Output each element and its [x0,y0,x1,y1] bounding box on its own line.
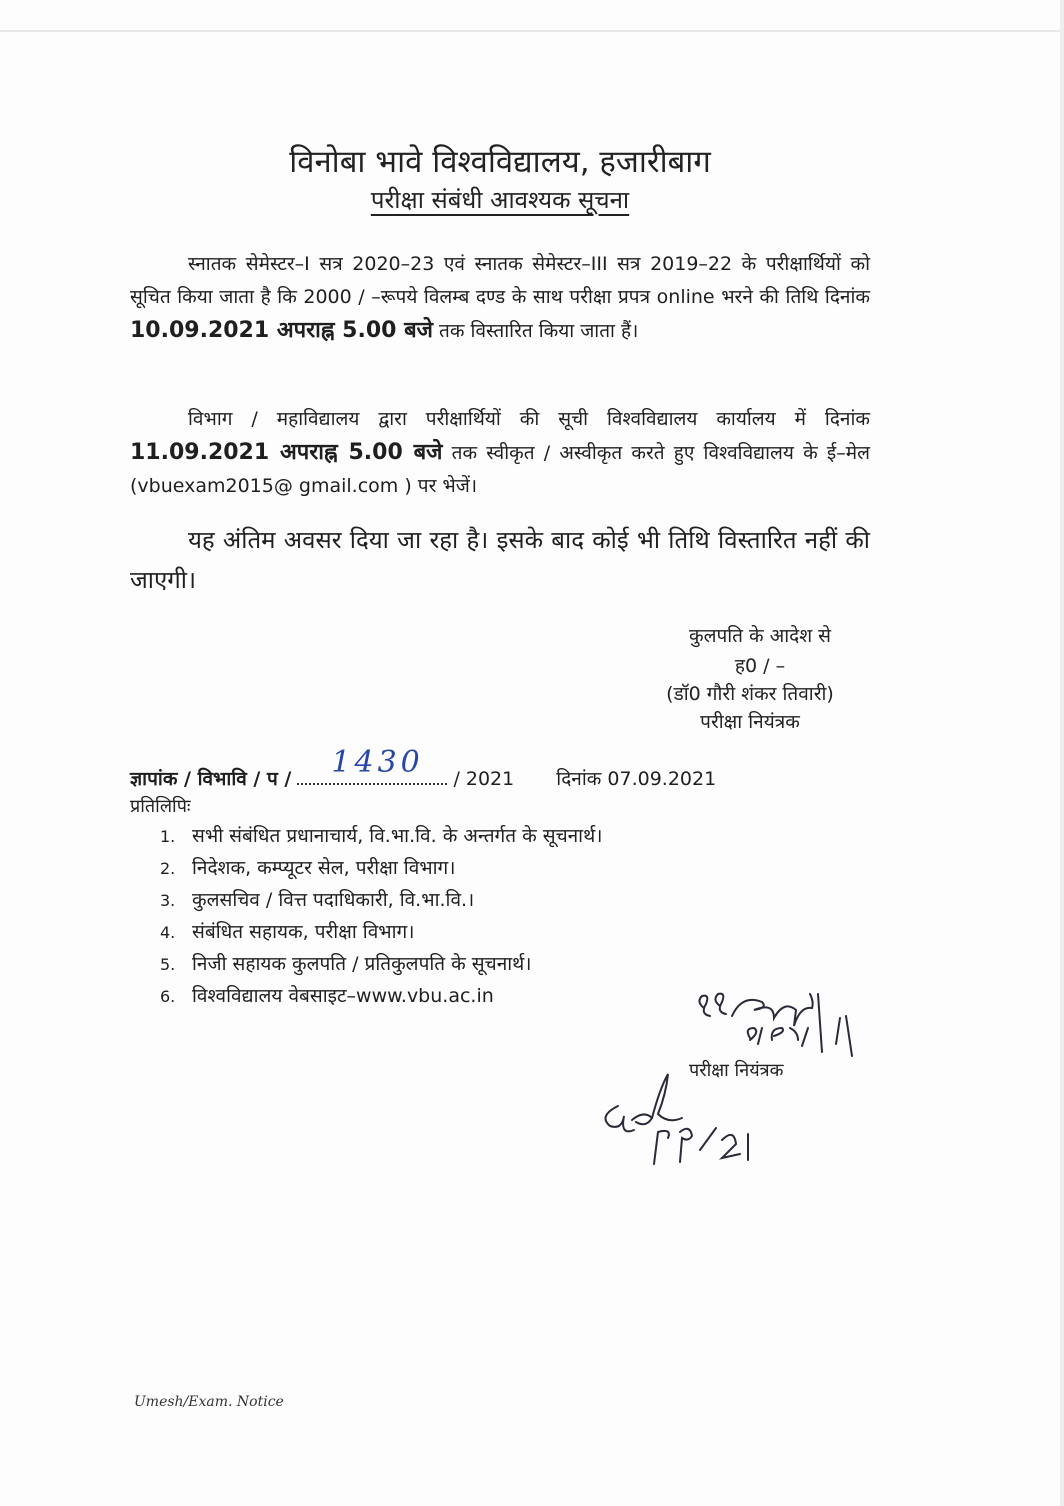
handwritten-signature [690,988,880,1068]
list-item: 3. कुलसचिव / वित्त पदाधिकारी, वि.भा.वि.। [160,889,475,911]
list-item: 4. संबंधित सहायक, परीक्षा विभाग। [160,921,415,943]
list-item: 2. निदेशक, कम्प्यूटर सेल, परीक्षा विभाग। [160,857,456,879]
signature-line-order: कुलपति के आदेश से [689,625,831,647]
list-item: 5. निजी सहायक कुलपति / प्रतिकुलपति के सूचनार्थ। [160,953,532,975]
footer-reference: Umesh/Exam. Notice [134,1394,284,1410]
signature-line-signed: ह0 / – [734,655,786,677]
memo-number-handwritten: 1430 [331,745,424,780]
memo-prefix: ज्ञापांक / विभावि / प / [130,768,292,790]
paragraph-extension: स्नातक सेमेस्टर–I सत्र 2020–23 एवं स्नातक सेमेस्टर–III सत्र 2019–22 के परीक्षार्थियों को सूचित किया जाता है कि 2000 / –रूपये विलम्ब दण्ड के साथ परीक्षा प्रपत्र online भरने की तिथि दिनांक 10.09.2021 अपराह्न 5.00 बजे तक विस्तारित किया जाता हैं। [130,253,870,343]
scan-top-edge [0,30,1064,32]
memo-reference [130,745,717,791]
handwritten-initial [588,1070,778,1170]
deadline-2: 11.09.2021 अपराह्न 5.00 बजे [130,440,443,465]
signature-line-designation: परीक्षा नियंत्रक [700,711,800,733]
list-item: 6. विश्वविद्यालय वेबसाइट–www.vbu.ac.in [160,985,494,1007]
university-title: विनोबा भावे विश्वविद्यालय, हजारीबाग [289,144,711,180]
closing-designation: परीक्षा नियंत्रक [689,1060,784,1081]
deadline-1: 10.09.2021 अपराह्न 5.00 बजे [130,318,434,343]
notice-subtitle: परीक्षा संबंधी आवश्यक सूचना [370,186,630,214]
memo-year: / 2021 [453,768,515,790]
copy-heading: प्रतिलिपिः [130,796,191,817]
list-item: 1. सभी संबंधित प्रधानाचार्य, वि.भा.वि. के अन्तर्गत के सूचनार्थ। [160,825,603,847]
signature-line-name: (डॉ0 गौरी शंकर तिवारी) [666,683,834,705]
paragraph-final-notice: यह अंतिम अवसर दिया जा रहा है। इसके बाद कोई भी तिथि विस्तारित नहीं की जाएगी। [130,526,870,594]
scan-right-edge [1060,0,1064,1506]
memo-number-field [297,745,447,785]
memo-date: दिनांक 07.09.2021 [556,768,717,790]
copy-list [160,820,602,1012]
paragraph-department: विभाग / महाविद्यालय द्वारा परीक्षार्थियों की सूची विश्वविद्यालय कार्यालय में दिनांक 11.09.2021 अपराह्न 5.00 बजे तक स्वीकृत / अस्वीकृत करते हुए विश्वविद्यालय के ई–मेल (vbuexam2015@ gmail.com ) पर भेजें। [130,408,870,497]
